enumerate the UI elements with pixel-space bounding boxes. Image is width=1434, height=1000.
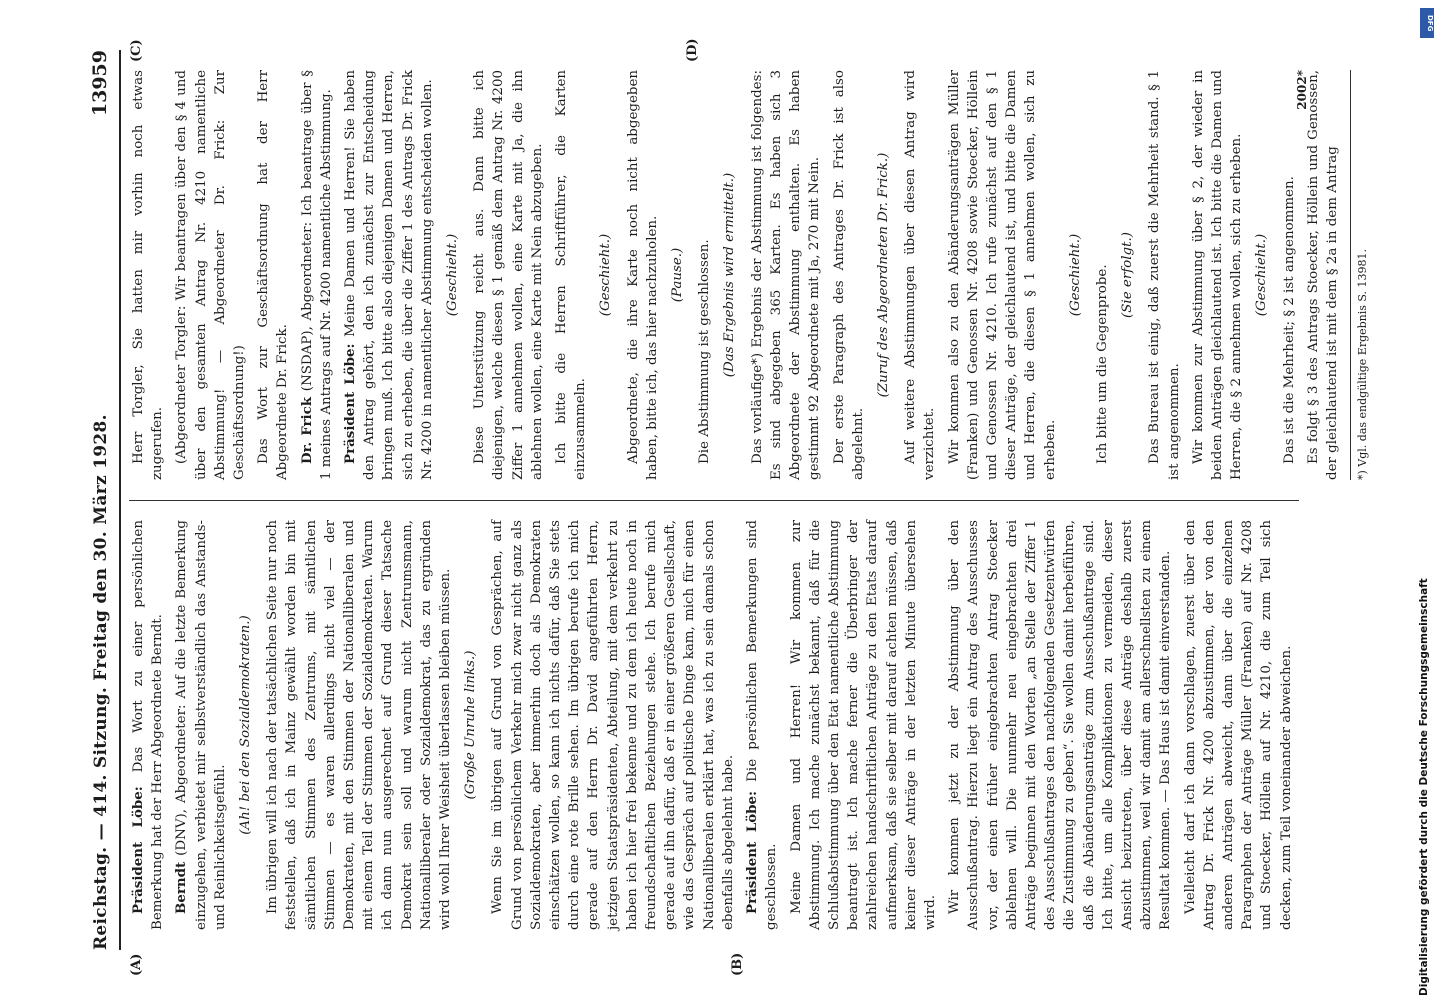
header-title: Reichstag. — 414. Sitzung. Freitag den 30. März 1928.: [91, 414, 111, 950]
interjection: (Große Unruhe links.): [463, 650, 479, 800]
digitization-credit: Digitalisierung gefördert durch die Deutsche Forschungsgemeinschaft: [1418, 578, 1430, 996]
paragraph-text: Wir kommen also zu den Abänderungsanträgen Müller (Franken) und Genossen Nr. 4208 sowie Stoecker, Höllein und Genossen Nr. 4210. Ich rufe zunächst auf den § 1 dieser Anträge, der gleichlautend ist, und bitte die Damen und Herren, die diesen § 1 annehmen wollen, sich zu erheben.: [946, 70, 1058, 480]
speaker-name: Dr. Frick: [298, 396, 315, 464]
paragraph-text: Meine Damen und Herren! Wir kommen zur Abstimmung. Ich mache zunächst bekannt, daß für die Schlußabstimmung über den Etat namentliche Abstimmung beantragt ist. Ich mache ferner die Überbringer der zahlreichen handschriftlichen Anträge zu den Etats darauf aufmerksam, daß sie selber mit darauf achten müssen, daß keiner dieser Anträge in der letzten Minute übersehen wird.: [788, 520, 938, 930]
interjection: (Ah! bei den Sozialdemokraten.): [238, 615, 254, 835]
interjection: (Pause.): [670, 247, 686, 303]
paragraph-text: Die persönlichen Bemerkungen sind geschlossen.: [745, 520, 780, 930]
paragraph-text: Diese Unterstützung reicht aus. Dann bitte ich diejenigen, welche diesen § 1 gemäß dem Antrag Nr. 4200 Ziffer 1 annehmen wollen, eine Karte mit Ja, die ihn ablehnen wollen, eine Karte mit Nein abzugeben.: [472, 70, 545, 480]
rotated-page: [85, 38, 1370, 976]
paragraph: [172, 70, 249, 480]
speaker-name: Präsident Löbe:: [744, 791, 761, 914]
paragraph: [298, 70, 336, 480]
paragraph-text: Das Bureau ist einig, daß zuerst die Mehrheit stand. § 1 ist angenommen.: [1147, 70, 1182, 480]
paragraph: [748, 70, 825, 480]
paragraph-text: Vielleicht darf ich dann vorschlagen, zuerst über den Antrag Dr. Frick Nr. 4200 abzustimmen, der von den anderen Anträgen abweicht, dann über die einzelnen Paragraphen der Anträge Müller (Franken) auf Nr. 4208 und Stoecker, Höllein auf Nr. 4210, die zum Teil sich decken, zum Teil voneinander abweichen.: [1182, 520, 1294, 930]
paragraph: [129, 520, 167, 930]
paragraph: [901, 70, 939, 480]
column-rule: [129, 500, 1299, 501]
paragraph: [743, 520, 781, 930]
left-column: [129, 520, 1301, 930]
paragraph-text: Es folgt § 3 des Antrags Stoecker, Höllein und Genossen, der gleichlautend ist mit dem § 2a in dem Antrag: [1305, 70, 1340, 480]
paragraph: [830, 70, 868, 480]
interjection: (Zuruf des Abgeordneten Dr. Frick.): [875, 152, 891, 398]
paragraph: [1189, 70, 1247, 480]
paragraph-text: Das vorläufige*) Ergebnis der Abstimmung ist folgendes: Es sind abgegeben 365 Karten. Es haben sich 3 Abgeordnete der Abstimmung enthalten. Es haben gestimmt 92 Abgeordnete mit Ja, 270 mit Nein.: [749, 70, 823, 480]
paragraph: [1093, 70, 1112, 480]
paragraph-text: (DNV), Abgeordneter: Auf die letzte Bemerkung einzugehen, verbietet mir selbstverständlich das Anstands- und Reinlichkeitsgefühl.: [174, 520, 228, 930]
paragraph: [695, 70, 714, 480]
interjection: (Geschieht.): [445, 233, 461, 317]
paragraph: [172, 520, 230, 930]
paragraph-text: Im übrigen will ich nach der tatsächlichen Seite nur noch feststellen, daß ich in Mainz gewählt worden bin mit sämtlichen Stimmen des Zentrums, mit sämtlichen Stimmen — es waren allerdings nicht viel — der Demokraten, mit den Stimmen der Nationalliberalen und mit einem Teil der Stimmen der Sozialdemokraten. Warum ich dann nun ausgerechnet auf Grund dieser Tatsache Demokrat sein soll und warum nicht Zentrumsmann, Nationalliberaler oder Sozialdemokrat, das zu ergründen wird wohl Ihrer Weisheit überlassen bleiben müssen.: [265, 520, 454, 930]
paragraph-text: Die Abstimmung ist geschlossen.: [697, 239, 713, 464]
margin-mark-d: (D): [685, 38, 700, 62]
paragraph: [552, 70, 590, 480]
header-rule: [119, 50, 121, 950]
paragraph-text: (Abgeordneter Torgler: Wir beantragen über den § 4 und über den gesamten Antrag Nr. 4210 namentliche Abstimmung! — Abgeordneter Dr. Frick: Zur Geschäftsordnung!): [174, 70, 248, 480]
paragraph-text: Ich bitte die Herren Schriftführer, die Karten einzusammeln.: [554, 70, 589, 480]
interjection: (Das Ergebnis wird ermittelt.): [722, 172, 738, 378]
paragraph: [945, 70, 1060, 480]
interjection: (Geschieht.): [1067, 233, 1083, 317]
paragraph-text: Abgeordnete, die ihre Karte noch nicht abgegeben haben, bitte ich, das hier nachzuholen.: [625, 70, 660, 480]
paragraph: [624, 70, 662, 480]
page-number: 13959: [89, 50, 111, 117]
margin-mark-c: (C): [129, 39, 144, 62]
paragraph: [263, 520, 455, 930]
right-column: [129, 70, 1375, 480]
page-header: [85, 50, 121, 950]
paragraph-text: Das ist die Mehrheit; § 2 ist angenommen.: [1281, 176, 1297, 464]
paragraph-text: Das Wort zu einer persönlichen Bemerkung hat der Herr Abgeordnete Berndt.: [131, 520, 166, 930]
paragraph-text: Wir kommen jetzt zu der Abstimmung über den Ausschußantrag. Hierzu liegt ein Antrag des Ausschusses vor, der einen früher eingebrachten Antrag Stoecker ablehnen will. Die nunmehr neu eingebrachten drei Anträge beginnen mit den Worten „an Stelle der Ziffer 1 des Ausschußantrages den nachfolgenden Gesetzentwürfen die Zustimmung zu geben“. Sie wollen damit herbeiführen, daß die Abänderungsanträge zum Ausschußantrage sind. Ich bitte, um alle Komplikationen zu vermeiden, dieser Ansicht beizutreten, über diese Anträge deshalb zuerst abzustimmen, weil wir damit am allerschnellsten zu einem Resultat kommen. — Das Haus ist damit einverstanden.: [947, 520, 1174, 930]
interjection: (Geschieht.): [1254, 233, 1270, 317]
paragraph: [341, 70, 437, 480]
paragraph: [1280, 70, 1299, 480]
paragraph-text: Herr Torgler, Sie hatten mir vorhin noch etwas zugerufen.: [131, 70, 166, 480]
paragraph: [1145, 70, 1183, 480]
paragraph: [470, 70, 547, 480]
interjection: (Geschieht.): [598, 233, 614, 317]
paragraph: [1181, 520, 1296, 930]
paragraph-text: (NSDAP), Abgeordneter: Ich beantrage über § 1 meines Antrags auf Nr. 4200 namentliche Abstimmung.: [299, 70, 334, 480]
signature-mark: 2002*: [1295, 70, 1309, 110]
paragraph: [129, 70, 167, 480]
speaker-name: Präsident Löbe:: [130, 786, 146, 914]
paragraph: [488, 520, 738, 930]
paragraph: [787, 520, 941, 930]
dfg-logo: DFG: [1420, 8, 1434, 38]
paragraph-text: Meine Damen und Herren! Sie haben den Antrag gehört, den ich zunächst zur Entscheidung bringen muß. Ich bitte also diejenigen Damen und Herren, sich zu erheben, die über die Ziffer 1 des Antrags Dr. Frick Nr. 4200 in namentlicher Abstimmung entscheiden wollen.: [343, 70, 435, 480]
paragraph-text: Das Wort zur Geschäftsordnung hat der Herr Abgeordnete Dr. Frick.: [256, 70, 291, 480]
speaker-name: Präsident Löbe:: [342, 343, 359, 464]
paragraph: [945, 520, 1175, 930]
paragraph-text: Ich bitte um die Gegenprobe.: [1094, 264, 1110, 464]
paragraph-text: Wir kommen zur Abstimmung über § 2, der wieder in beiden Anträgen gleichlautend ist. Ich bitte die Damen und Herren, die § 2 annehmen wollen, sich zu erheben.: [1190, 70, 1245, 480]
paragraph-text: Auf weitere Abstimmungen über diesen Antrag wird verzichtet.: [903, 70, 938, 480]
margin-mark-a: (A): [129, 953, 144, 976]
footnote: *) Vgl. das endgültige Ergebnis S. 13981.: [1350, 70, 1370, 480]
paragraph: [254, 70, 292, 480]
paragraph-text: Der erste Paragraph des Antrages Dr. Frick ist also abgelehnt.: [831, 70, 866, 480]
paragraph: [1304, 70, 1342, 480]
interjection: (Sie erfolgt.): [1120, 232, 1136, 318]
paragraph-text: Wenn Sie im übrigen auf Grund von Gesprächen, auf Grund von persönlichem Verkehr mich zwar nicht ganz als Sozialdemokraten, aber immerhin doch als Demokraten einschätzen wollen, so kann ich nichts dafür, daß Sie stets durch eine rote Brille sehen. Im übrigen berufe ich mich gerade auf den Herrn Dr. David angeführten Herrn, jetzigen Staatspräsidenten, Abteilung, mit dem verkehrt zu haben ich hier frei bekenne und zu dem ich heute noch in freundschaftlichen Beziehungen stehe. Ich berufe mich gerade auf ihn dafür, daß er in einer größeren Gesellschaft, wie das Gespräch auf politische Dinge kam, mich für einen Nationalliberalen erklärt hat, was ich zu sein damals schon ebenfalls abgelehnt habe.: [490, 520, 736, 930]
speaker-name: Berndt: [173, 861, 190, 914]
margin-mark-b: (B): [730, 952, 745, 976]
